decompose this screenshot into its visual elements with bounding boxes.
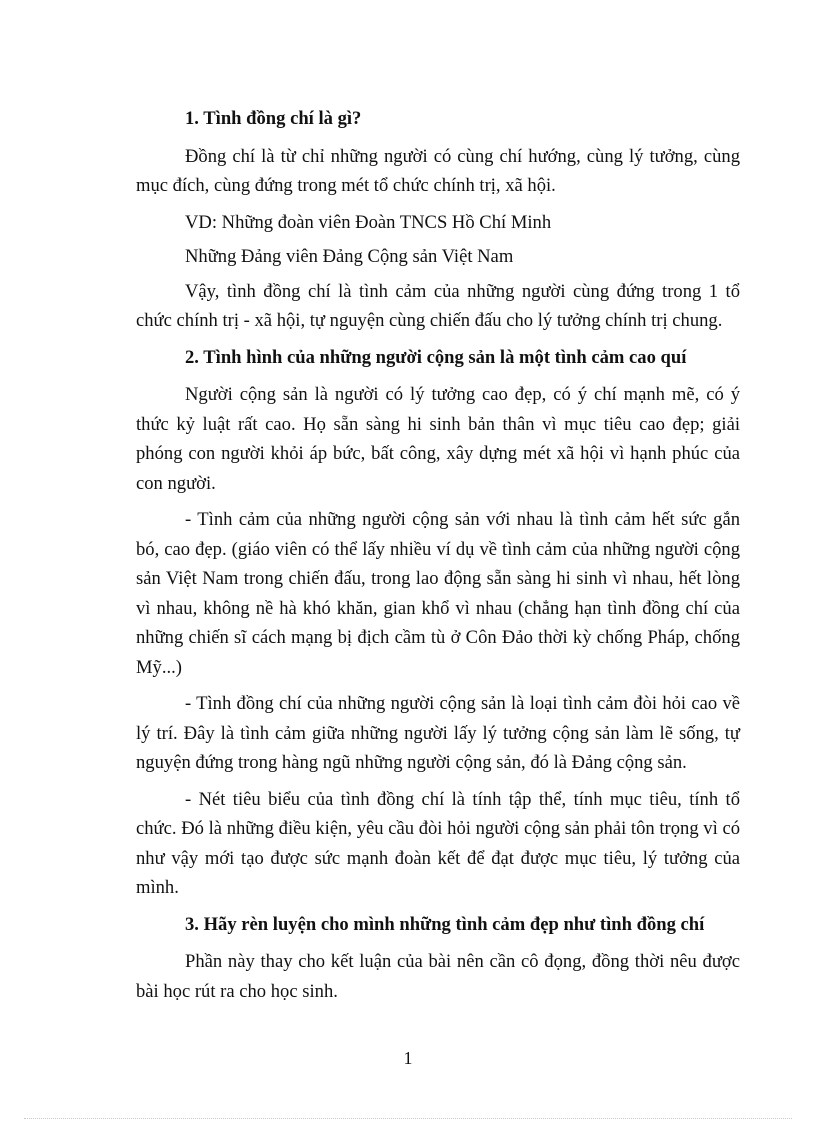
- paragraph: - Tình đồng chí của những người cộng sản là loại tình cảm đòi hỏi cao về lý trí. Đây là tình cảm giữa những người lấy lý tưởng cộng sản làm lẽ sống, tự nguyện đứng trong hàng ngũ những người cộng sản, đó là Đảng cộng sản.: [136, 693, 740, 773]
- section-heading-3: 3. Hãy rèn luyện cho mình những tình cảm đẹp như tình đồng chí: [185, 913, 705, 935]
- paragraph: Người cộng sản là người có lý tưởng cao đẹp, có ý chí mạnh mẽ, có ý thức kỷ luật rất cao. Họ sẵn sàng hi sinh bản thân vì mục tiêu cao đẹp; giải phóng con người khỏi áp bức, bất công, xây dựng mét xã hội vì hạnh phúc của con người.: [136, 384, 740, 494]
- section-heading-2: 2. Tình hình của những người cộng sản là một tình cảm cao quí: [185, 346, 687, 368]
- paragraph: Phần này thay cho kết luận của bài nên cần cô đọng, đồng thời nêu được bài học rút ra cho học sinh.: [136, 951, 740, 1002]
- page-number: 1: [403, 1048, 413, 1068]
- paragraph: - Tình cảm của những người cộng sản với nhau là tình cảm hết sức gắn bó, cao đẹp. (giáo viên có thể lấy nhiều ví dụ về tình cảm của những người cộng sản Việt Nam trong chiến đấu, trong lao động sẵn sàng hi sinh vì nhau, hết lòng vì nhau, không nề hà khó khăn, gian khổ vì nhau (chẳng hạn tình đồng chí của những chiến sĩ cách mạng bị địch cầm tù ở Côn Đảo thời kỳ chống Pháp, chống Mỹ...): [136, 509, 740, 678]
- document-body: [136, 104, 740, 1013]
- paragraph: Những Đảng viên Đảng Cộng sản Việt Nam: [185, 246, 514, 267]
- paragraph: Đồng chí là từ chỉ những người có cùng chí hướng, cùng lý tưởng, cùng mục đích, cùng đứng trong mét tổ chức chính trị, xã hội.: [136, 145, 740, 196]
- paragraph: Vậy, tình đồng chí là tình cảm của những người cùng đứng trong 1 tổ chức chính trị - xã hội, tự nguyện cùng chiến đấu cho lý tưởng chính trị chung.: [136, 280, 740, 331]
- paragraph: - Nét tiêu biểu của tình đồng chí là tính tập thể, tính mục tiêu, tính tổ chức. Đó là những điều kiện, yêu cầu đòi hỏi người cộng sản phải tôn trọng vì có như vậy mới tạo được sức mạnh đoàn kết để đạt được mục tiêu, lý tưởng của mình.: [136, 788, 740, 898]
- section-heading-1: 1. Tình đồng chí là gì?: [185, 108, 362, 129]
- page-bottom-divider: [24, 1118, 792, 1119]
- paragraph: VD: Những đoàn viên Đoàn TNCS Hồ Chí Minh: [185, 211, 552, 233]
